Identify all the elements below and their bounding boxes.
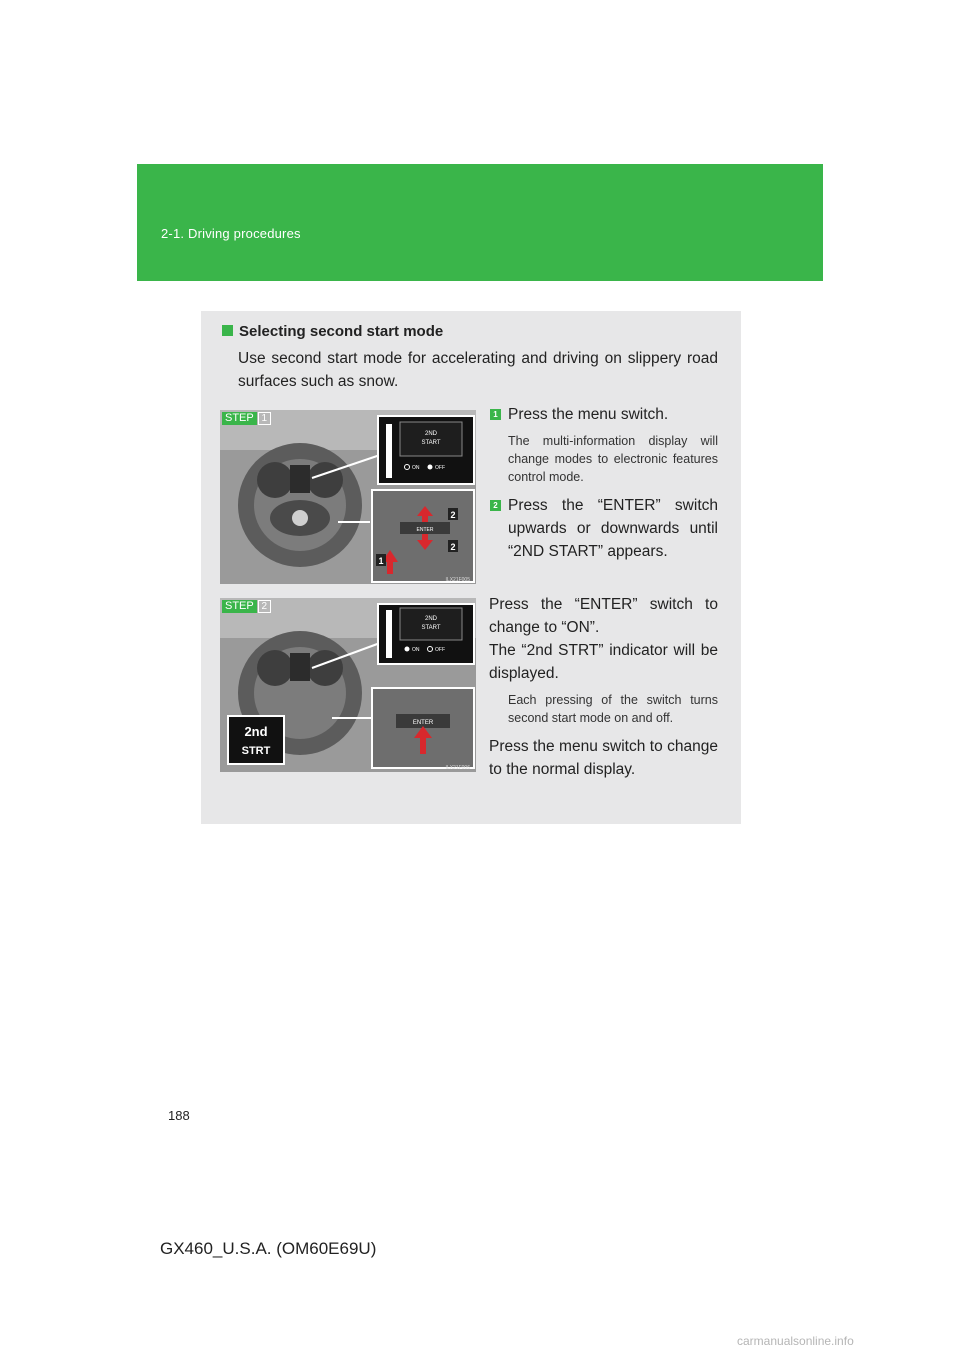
panel-heading-text: Selecting second start mode	[239, 323, 444, 340]
list-item-text: Press the menu switch.	[508, 406, 669, 423]
square-bullet-icon	[222, 325, 233, 336]
info-panel	[201, 311, 741, 824]
step-label: STEP	[222, 412, 257, 425]
dashboard-illustration-1	[220, 410, 476, 584]
callout-2b: 2	[450, 542, 456, 552]
enter-button-label: ENTER	[412, 720, 434, 726]
panel-intro: Use second start mode for accelerating and driving on slippery road surfaces such as snow.	[238, 350, 718, 390]
step2-badge	[222, 600, 271, 613]
list-item	[489, 494, 718, 563]
step2-final: Press the menu switch to change to the normal display.	[489, 738, 718, 778]
figure-code-2: ILX21F006	[445, 765, 470, 771]
display-off: OFF	[435, 465, 445, 471]
display-line-1: 2ND	[424, 431, 438, 437]
callout-1: 1	[378, 556, 384, 566]
section-title: 2-1. Driving procedures	[161, 226, 301, 241]
display-line-1: 2ND	[424, 616, 438, 622]
number-marker: 2	[490, 500, 501, 511]
page-number: 188	[168, 1108, 190, 1123]
step1-note: The multi-information display will change modes to electronic features control mode.	[508, 434, 718, 484]
step-label: STEP	[222, 600, 257, 613]
display-on: ON	[412, 465, 420, 471]
display-off: OFF	[435, 647, 445, 653]
indicator-line-1: 2nd	[244, 724, 268, 739]
model-footer: GX460_U.S.A. (OM60E69U)	[160, 1239, 377, 1258]
step2-text	[489, 593, 718, 781]
display-line-2: START	[421, 440, 441, 446]
indicator-line-2: STRT	[241, 745, 271, 757]
display-line-2: START	[421, 625, 441, 631]
step1-badge	[222, 412, 271, 425]
display-on: ON	[412, 647, 420, 653]
number-marker: 1	[490, 409, 501, 420]
list-item-text: Press the “ENTER” switch upwards or downwards until “2ND START” appears.	[508, 497, 718, 560]
step2-note: Each pressing of the switch turns second start mode on and off.	[508, 693, 718, 725]
dashboard-illustration-2	[220, 598, 476, 772]
enter-button-label: ENTER	[416, 527, 434, 533]
callout-2a: 2	[450, 510, 456, 520]
step-number: 2	[258, 600, 271, 613]
figure-code-1: ILX21F005	[445, 577, 470, 583]
panel-heading	[222, 323, 443, 340]
step1-figure	[220, 410, 476, 584]
section-header-bar	[137, 164, 823, 281]
step2-figure	[220, 598, 476, 772]
watermark: carmanualsonline.info	[737, 1334, 854, 1348]
step-number: 1	[258, 412, 271, 425]
step1-text	[489, 403, 718, 563]
list-item	[489, 403, 718, 426]
step2-result: The “2nd STRT” indicator will be displayed.	[489, 642, 718, 682]
step2-instruction: Press the “ENTER” switch to change to “ON”.	[489, 596, 718, 636]
